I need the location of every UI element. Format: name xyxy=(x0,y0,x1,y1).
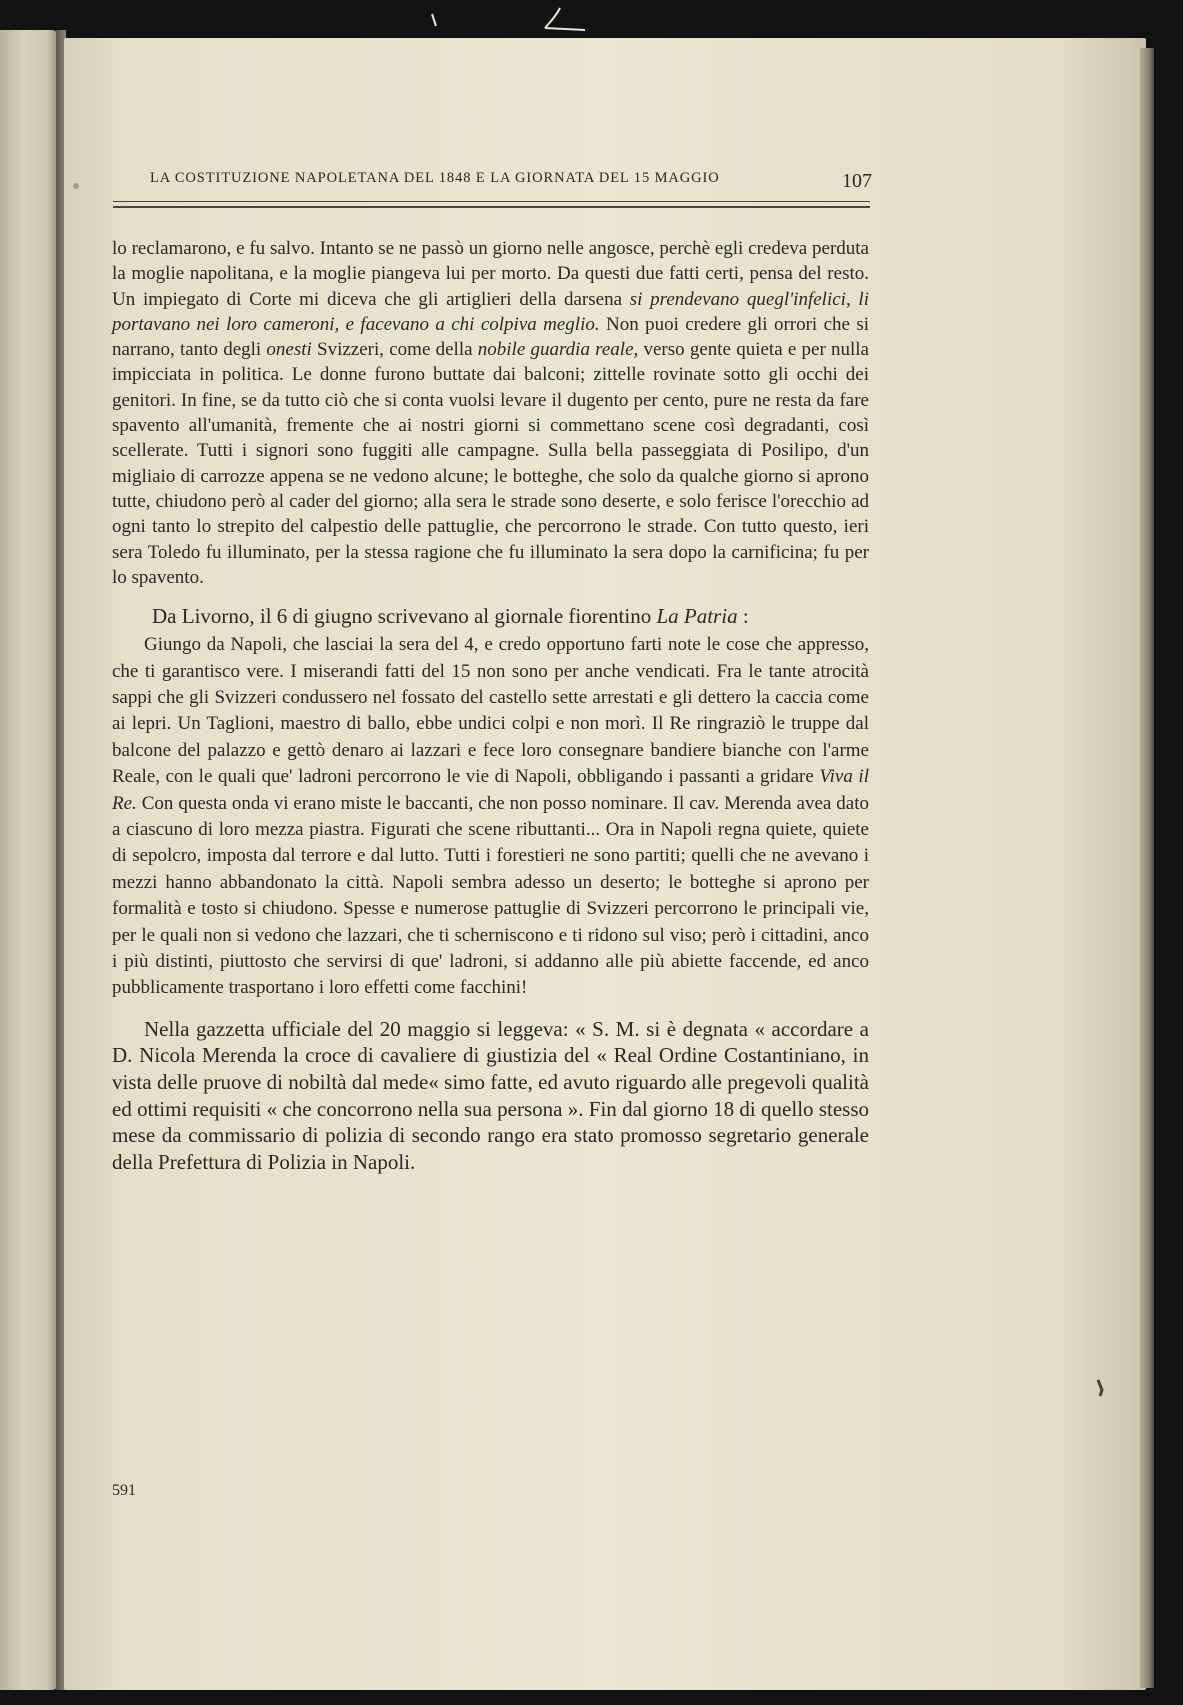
running-header: LA COSTITUZIONE NAPOLETANA DEL 1848 E LA GIORNATA DEL 15 MAGGIO xyxy=(150,170,720,186)
header-rule-thin xyxy=(113,201,870,202)
paragraph-1 xyxy=(112,236,869,590)
italic-text: Viva il Re. xyxy=(112,766,869,814)
page-number: 107 xyxy=(842,170,872,192)
header-rule-thick xyxy=(113,206,870,208)
page-spot xyxy=(73,183,79,189)
italic-text: onesti xyxy=(266,339,312,361)
signature-mark: 591 xyxy=(112,1482,136,1499)
italic-text: La Patria xyxy=(656,604,738,629)
italic-text: si prendevano quegl'infelici, li portavano nei loro cameroni, e facevano a chi colpiva meglio. xyxy=(112,288,869,335)
text-run: Con questa onda vi erano miste le baccanti, che non posso nominare. Il cav. Merenda avea dato a ciascuno di loro mezza piastra. Figurati che scene ributtanti... Ora in Napoli regna quiete, quiete di sepolcro, imposta dal terrore e dal lutto. Tutti i forestieri ne sono partiti; quelli che ne avevano i mezzi hanno abbandonato la città. Napoli sembra adesso un deserto; le botteghe si aprono per formalità e tosto si chiudono. Spesse e numerose pattuglie di Svizzeri percorrono le principali vie, per le quali non si vedono che lazzari, che ti scherniscono e ti ridono sul viso; però i cittadini, anco i più distinti, piuttosto che servirsi di que' ladroni, si addanno alle più abiette faccende, ed anco pubblicamente trasportano i loro effetti come facchini! xyxy=(112,792,869,999)
paragraph-2 xyxy=(112,602,869,630)
text-run: lo reclamarono, e fu salvo. Intanto se ne passò un giorno nelle angosce, perchè egli credeva perduta la moglie napolitana, e la moglie piangeva lui per morto. Da questi due fatti certi, pensa del resto. Un impiegato di Corte mi diceva che gli artiglieri della darsena xyxy=(112,238,869,310)
text-run: : xyxy=(737,604,749,629)
paragraph-4 xyxy=(112,1016,869,1176)
text-run: Nella gazzetta ufficiale del 20 maggio si leggeva: « S. M. si è degnata « accordare a D. Nicola Merenda la croce di cavaliere di giustizia del « Real Ordine Costantiniano, in vista delle pruove di nobiltà dal mede« simo fatte, ed avuto riguardo alle pregevoli qualità ed ottimi requisiti « che concorrono nella sua persona ». Fin dal giorno 18 di quello stesso mese da commissario di polizia di secondo rango era stato promosso segretario generale della Prefettura di Polizia in Napoli. xyxy=(112,1016,869,1174)
italic-text: nobile guardia reale, xyxy=(477,339,639,361)
bookmark-thread xyxy=(432,8,585,30)
text-run: verso gente quieta e per nulla impicciata in politica. Le donne furono buttate dai balconi; zittelle rovinate sotto gli occhi dei genitori. In fine, se da tutto ciò che si conta vuolsi levare il dugento per cento, pure ne resta da fare spavento all'umanità, fremente che ai nostri giorni si commettano scene così degradanti, così scellerate. Tutti i signori sono fuggiti alle campagne. Sulla bella passeggiata di Posilipo, d'un migliaio di carrozze appena se ne vedono alcune; le botteghe, che solo da qualche giorno si aprono tutte, chiudono però al cader del giorno; alla sera le strade sono deserte, e solo ferisce l'orecchio ad ogni tanto lo strepito del calpestio delle pattuglie, che percorrono le strade. Con tutto questo, ieri sera Toledo fu illuminato, per la stessa ragione che fu illuminato la sera dopo la carnificina; fu per lo spavento. xyxy=(112,339,869,588)
text-run: Giungo da Napoli, che lasciai la sera del 4, e credo opportuno farti note le cose che appresso, che ti garantisco vere. I miserandi fatti del 15 non sono per anche vendicati. Fra le tante atrocità sappi che gli Svizzeri condussero nel fossato del castello sette arrestati e gli dettero la caccia come ai lepri. Un Taglioni, maestro di ballo, ebbe undici colpi e non morì. Il Re ringraziò le truppe dal balcone del palazzo e gettò denaro ai lazzari e fece loro consegnare bandiere bianche con l'arme Reale, con le quali que' ladroni percorrono le vie di Napoli, obbligando i passanti a gridare xyxy=(112,634,869,788)
text-run: Da Livorno, il 6 di giugno scrivevano al giornale fiorentino xyxy=(152,604,657,629)
text-run: Non puoi credere gli orrori che si narrano, tanto degli xyxy=(112,313,869,361)
text-run: Svizzeri, come della xyxy=(311,339,478,361)
body-text xyxy=(112,236,869,1175)
quoted-letter xyxy=(112,632,869,1002)
ink-mark xyxy=(1098,1380,1102,1396)
